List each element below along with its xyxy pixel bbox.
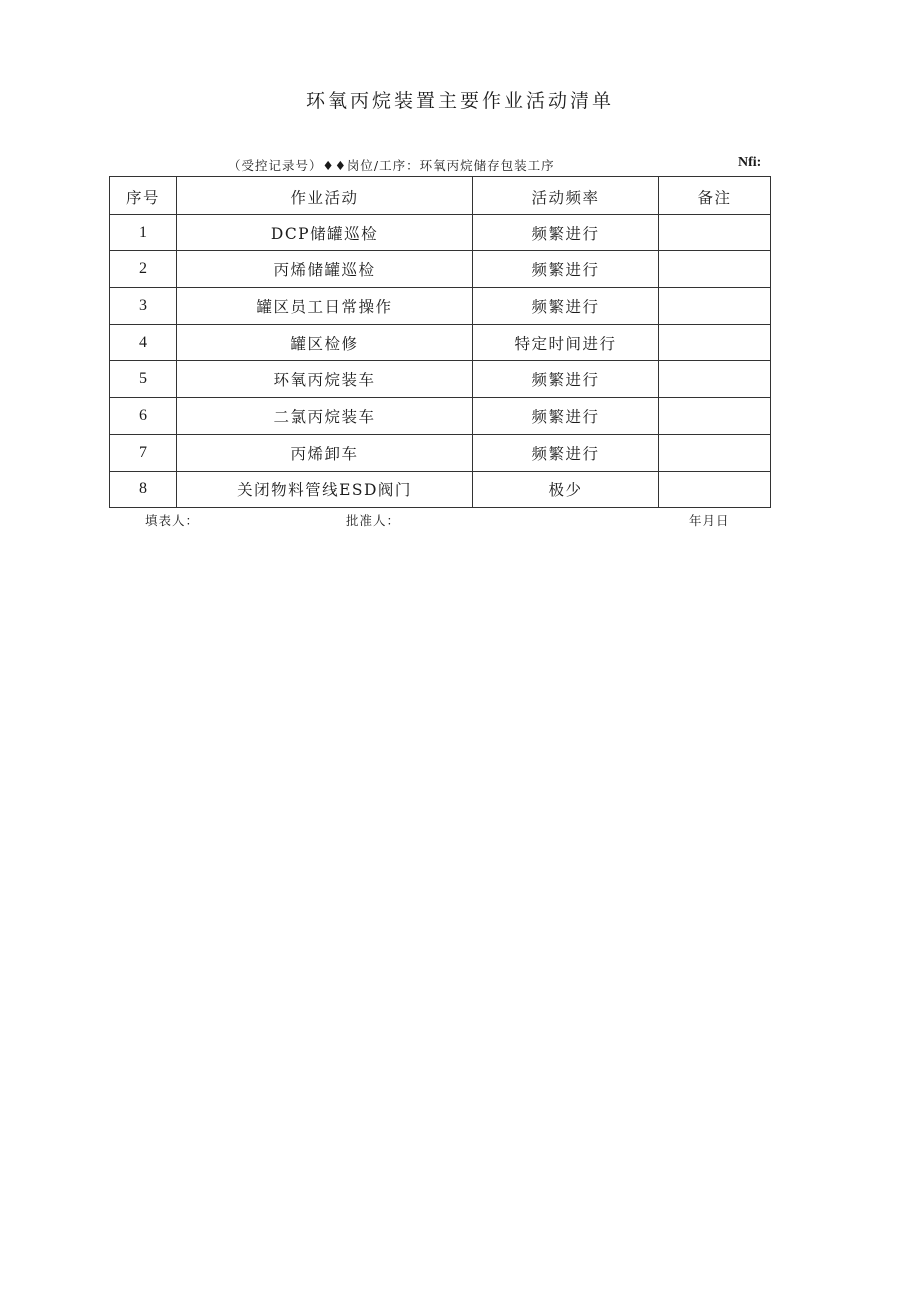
- row-activity: 丙烯储罐巡检: [177, 251, 473, 288]
- date-label: 年月日: [689, 513, 730, 528]
- filler-label: 填表人：: [145, 513, 200, 528]
- row-no: 7: [110, 434, 177, 471]
- document-title: 环氧丙烷装置主要作业活动清单: [305, 90, 614, 112]
- row-frequency: 特定时间进行: [473, 324, 659, 361]
- header-remark: 备注: [659, 177, 771, 215]
- row-no: 5: [110, 361, 177, 398]
- record-number: Nfi:: [738, 155, 762, 170]
- row-remark: [659, 398, 771, 435]
- row-frequency: 频繁进行: [473, 361, 659, 398]
- row-remark: [659, 324, 771, 361]
- row-remark: [659, 361, 771, 398]
- activity-table: [109, 176, 771, 508]
- table-row: [110, 398, 771, 435]
- row-frequency: 频繁进行: [473, 214, 659, 251]
- row-no: 1: [110, 214, 177, 251]
- row-frequency: 频繁进行: [473, 398, 659, 435]
- row-no: 6: [110, 398, 177, 435]
- row-remark: [659, 288, 771, 325]
- header-activity: 作业活动: [177, 177, 473, 215]
- row-no: 4: [110, 324, 177, 361]
- table-row: [110, 471, 771, 508]
- row-frequency: 极少: [473, 471, 659, 508]
- row-activity: 二氯丙烷装车: [177, 398, 473, 435]
- document-subheader: （受控记录号）♦♦岗位/工序：环氧丙烷储存包装工序: [228, 158, 555, 173]
- row-frequency: 频繁进行: [473, 434, 659, 471]
- table-header-row: [110, 177, 771, 215]
- row-remark: [659, 214, 771, 251]
- approver-label: 批准人：: [346, 513, 401, 528]
- row-activity: 丙烯卸车: [177, 434, 473, 471]
- table-row: [110, 288, 771, 325]
- row-frequency: 频繁进行: [473, 251, 659, 288]
- row-activity: 罐区检修: [177, 324, 473, 361]
- row-activity: 关闭物料管线ESD阀门: [177, 471, 473, 508]
- table-row: [110, 251, 771, 288]
- row-no: 8: [110, 471, 177, 508]
- header-no: 序号: [110, 177, 177, 215]
- table-row: [110, 324, 771, 361]
- row-activity: 罐区员工日常操作: [177, 288, 473, 325]
- table-row: [110, 361, 771, 398]
- row-remark: [659, 251, 771, 288]
- header-frequency: 活动频率: [473, 177, 659, 215]
- table-row: [110, 214, 771, 251]
- row-no: 3: [110, 288, 177, 325]
- row-frequency: 频繁进行: [473, 288, 659, 325]
- row-activity: DCP储罐巡检: [177, 214, 473, 251]
- row-no: 2: [110, 251, 177, 288]
- row-remark: [659, 471, 771, 508]
- row-activity: 环氧丙烷装车: [177, 361, 473, 398]
- table-row: [110, 434, 771, 471]
- row-remark: [659, 434, 771, 471]
